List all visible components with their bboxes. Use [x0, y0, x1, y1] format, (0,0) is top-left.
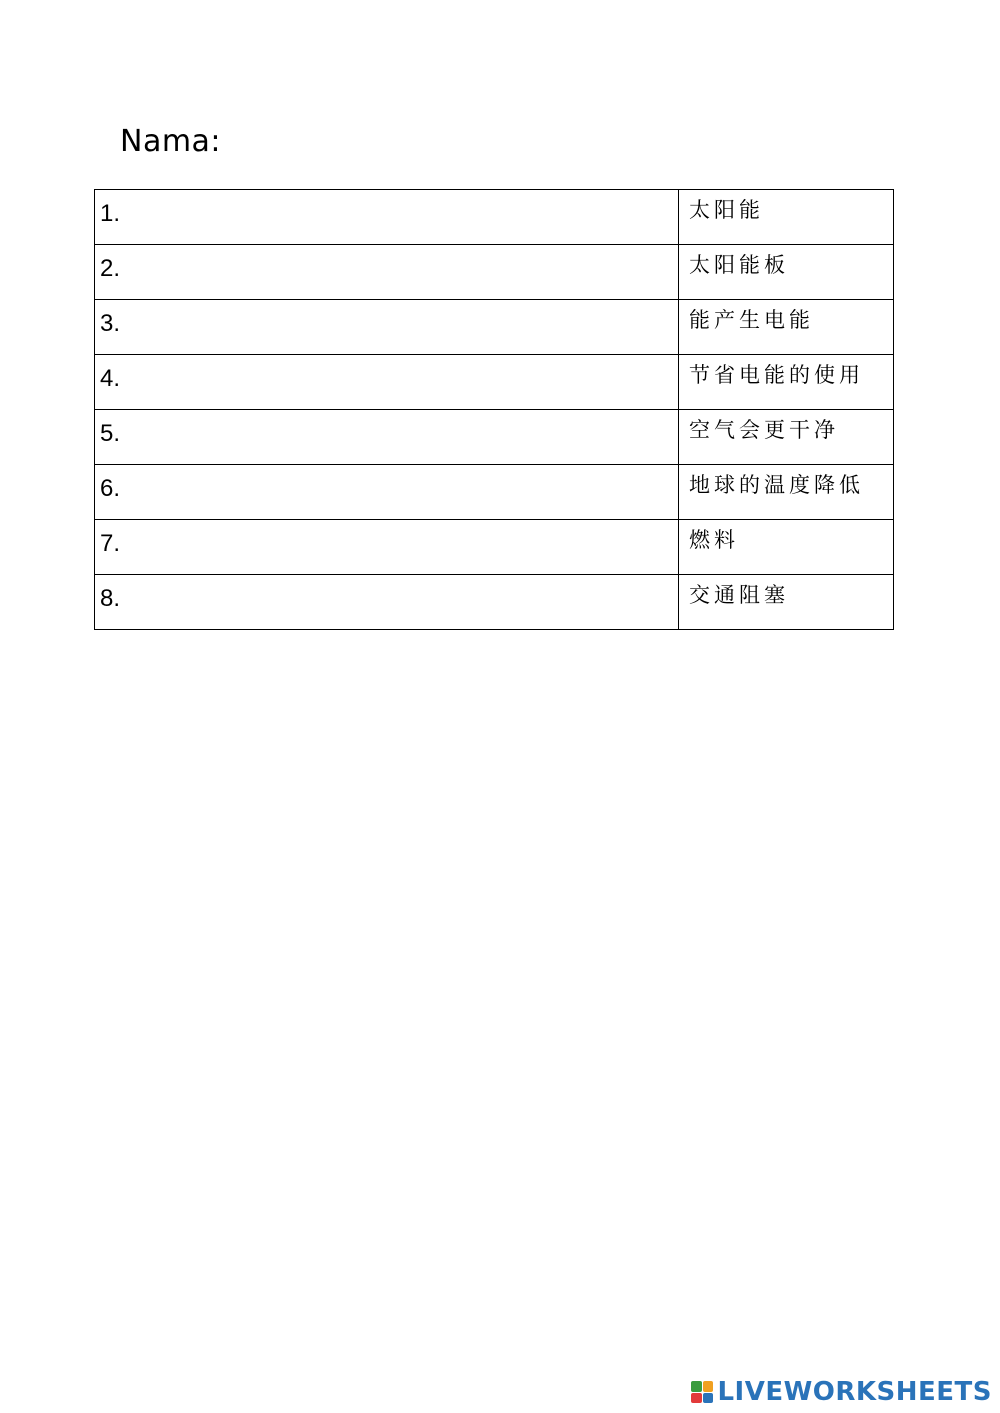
answer-input-cell[interactable] [95, 190, 679, 245]
term-text: 地球的温度降低 [689, 473, 864, 497]
answer-input-cell[interactable] [95, 245, 679, 300]
answer-input-cell[interactable] [95, 300, 679, 355]
row-number: 7. [100, 530, 121, 557]
term-text: 交通阻塞 [689, 583, 789, 607]
term-cell [679, 410, 894, 465]
row-number: 4. [100, 365, 121, 392]
table-row [95, 520, 894, 575]
answer-input-cell[interactable] [95, 410, 679, 465]
logo-square-green [691, 1381, 702, 1392]
row-number: 1. [100, 200, 121, 227]
row-number: 6. [100, 475, 121, 502]
logo-square-red [691, 1393, 702, 1404]
answer-input-cell[interactable] [95, 520, 679, 575]
term-cell [679, 300, 894, 355]
logo-square-blue [703, 1393, 714, 1404]
answer-input-cell[interactable] [95, 575, 679, 630]
logo-badge-icon [691, 1381, 713, 1403]
liveworksheets-logo [691, 1377, 992, 1407]
table-row [95, 410, 894, 465]
table-row [95, 355, 894, 410]
term-cell [679, 190, 894, 245]
term-text: 节省电能的使用 [689, 363, 864, 387]
name-label: Nama: [120, 124, 222, 159]
table-row [95, 300, 894, 355]
term-cell [679, 355, 894, 410]
term-text: 空气会更干净 [689, 418, 839, 442]
row-number: 8. [100, 585, 121, 612]
table-row [95, 245, 894, 300]
answer-input-cell[interactable] [95, 465, 679, 520]
term-cell [679, 465, 894, 520]
table-row [95, 465, 894, 520]
worksheet-table [94, 189, 894, 630]
answer-input-cell[interactable] [95, 355, 679, 410]
logo-text: LIVEWORKSHEETS [717, 1377, 992, 1407]
term-text: 太阳能 [689, 198, 764, 222]
term-cell [679, 245, 894, 300]
row-number: 5. [100, 420, 121, 447]
logo-square-orange [703, 1381, 714, 1392]
term-text: 太阳能板 [689, 253, 789, 277]
term-cell [679, 520, 894, 575]
table-row [95, 575, 894, 630]
term-text: 能产生电能 [689, 308, 814, 332]
term-text: 燃料 [689, 528, 739, 552]
row-number: 2. [100, 255, 121, 282]
row-number: 3. [100, 310, 121, 337]
term-cell [679, 575, 894, 630]
table-row [95, 190, 894, 245]
